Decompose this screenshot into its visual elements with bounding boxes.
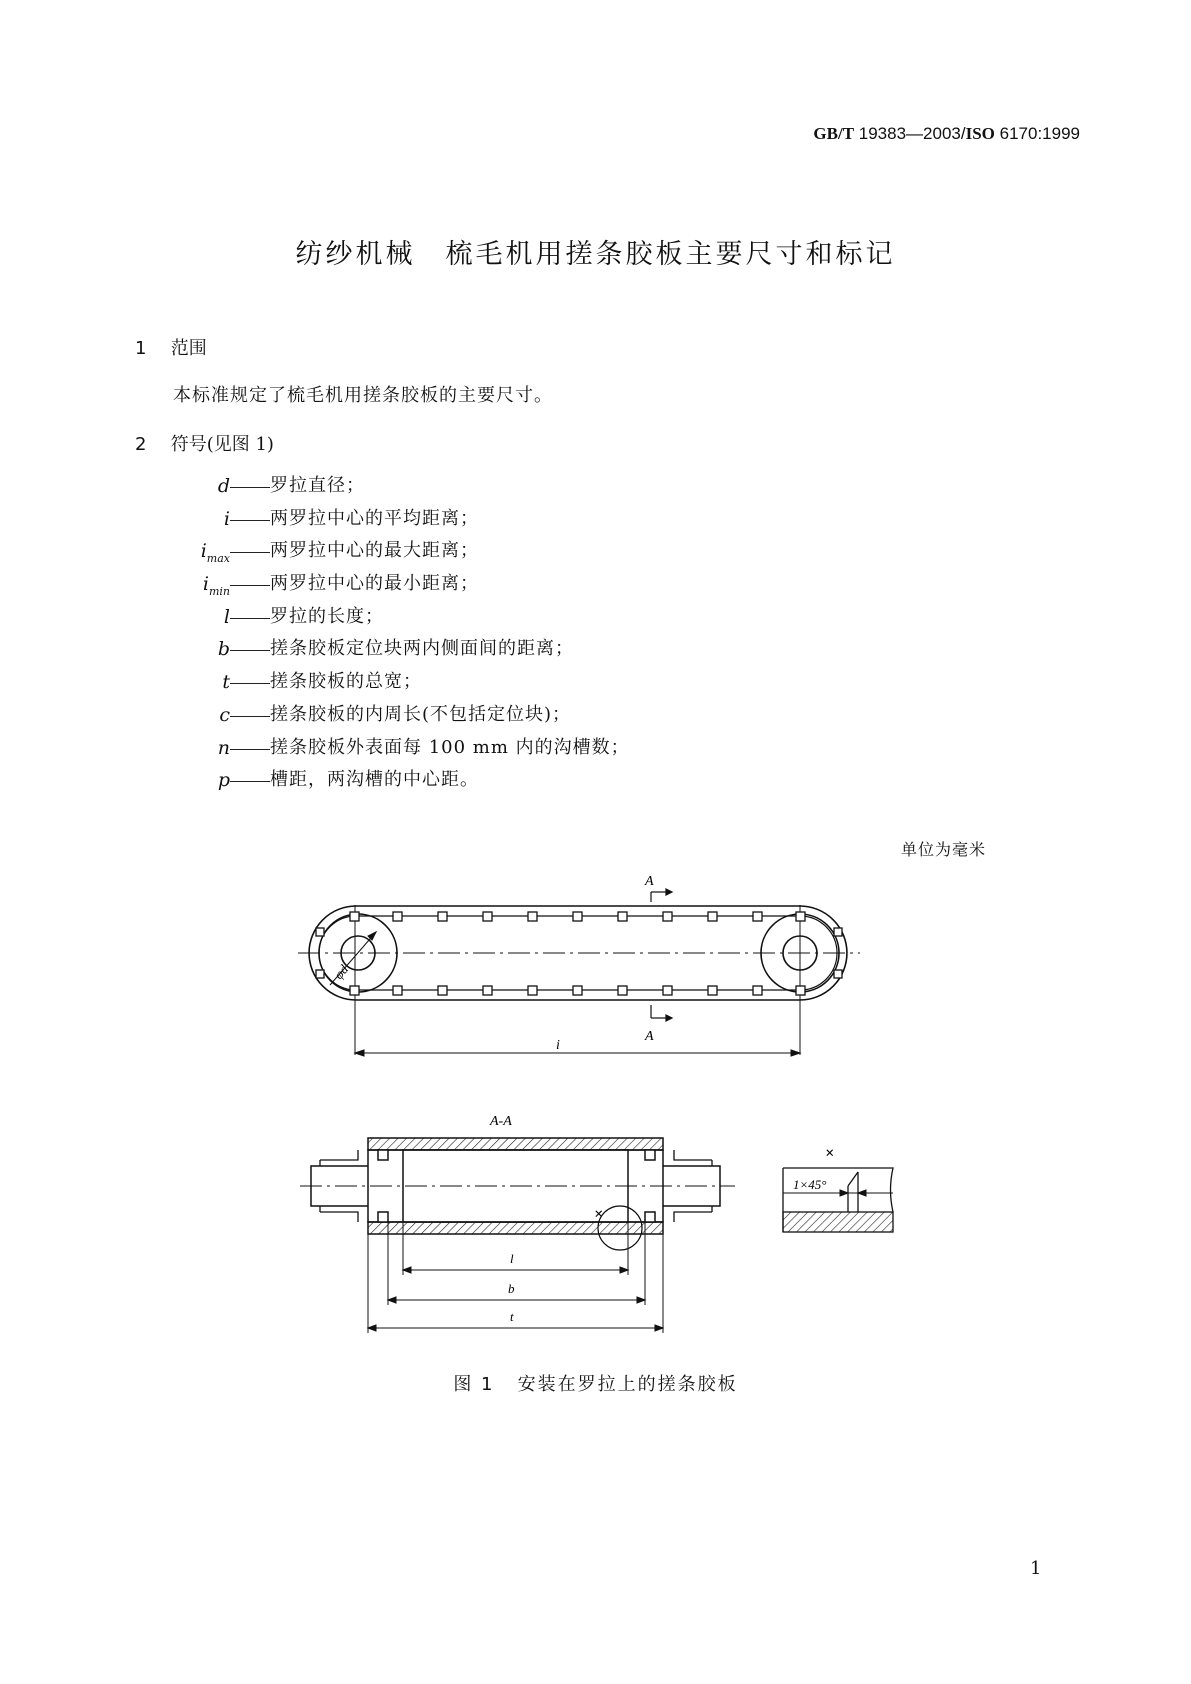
symbol-key: l xyxy=(223,605,230,628)
dimension-l-label: l xyxy=(510,1251,514,1266)
dimension-t-label: t xyxy=(510,1309,514,1324)
section-mark-bottom xyxy=(651,1005,672,1021)
belt-top-view xyxy=(298,905,860,1055)
phi-d-label: φd xyxy=(330,961,352,982)
symbol-description: 搓条胶板外表面每 100 mm 内的沟槽数； xyxy=(270,736,630,758)
detail-x-title: × xyxy=(825,1145,835,1162)
symbol-description: 两罗拉中心的最大距离； xyxy=(270,540,479,562)
symbol-description: 两罗拉中心的最小距离； xyxy=(270,573,479,595)
symbol-key: b xyxy=(217,638,230,661)
section-1-body: 本标准规定了梳毛机用搓条胶板的主要尺寸。 xyxy=(173,385,553,406)
page-number: 1 xyxy=(1030,1558,1042,1579)
symbol-description: 搓条胶板定位块两内侧面间的距离； xyxy=(270,638,574,660)
section-1-number: 1 xyxy=(135,338,147,359)
detail-mark-label: × xyxy=(594,1206,604,1223)
dimension-b-label: b xyxy=(508,1281,515,1296)
dimension-i-label: i xyxy=(556,1038,560,1053)
figure-caption-text: 安装在罗拉上的搓条胶板 xyxy=(517,1374,738,1395)
standard-code-prefix: GB/T xyxy=(813,124,855,143)
symbol-description: 两罗拉中心的平均距离； xyxy=(270,507,479,529)
figure-caption xyxy=(0,1370,1191,1396)
symbol-key: c xyxy=(219,703,230,726)
standard-code-iso-number: 6170:1999 xyxy=(999,124,1080,143)
symbol-description: 搓条胶板的总宽； xyxy=(270,671,422,693)
section-aa-view xyxy=(300,1138,735,1250)
section-aa-label: A-A xyxy=(490,1114,512,1129)
symbol-description: 搓条胶板的内周长(不包括定位块)； xyxy=(270,703,572,725)
section-2-ref: (见图 1) xyxy=(206,434,274,455)
symbol-description: 罗拉的长度； xyxy=(270,605,384,627)
section-2-number: 2 xyxy=(135,434,147,455)
section-mark-top xyxy=(651,889,672,902)
symbol-key: d xyxy=(217,475,230,497)
document-title: 纺纱机械 梳毛机用搓条胶板主要尺寸和标记 xyxy=(295,239,896,270)
dimension-b xyxy=(388,1297,645,1303)
unit-note: 单位为毫米 xyxy=(900,840,986,859)
figure-caption-label: 图 1 xyxy=(453,1374,495,1395)
section-2-title: 符号 xyxy=(170,434,207,455)
standard-code-iso: ISO xyxy=(965,124,995,143)
section-extension-lines xyxy=(368,1222,663,1333)
symbol-key: p xyxy=(217,769,230,792)
symbol-key: i xyxy=(223,507,230,530)
symbol-description: 罗拉直径； xyxy=(270,475,365,496)
section-1-title: 范围 xyxy=(170,338,207,359)
symbol-key: $i_{min}$ xyxy=(202,573,230,598)
symbol-key: n xyxy=(217,736,230,759)
dimension-t xyxy=(368,1325,663,1331)
symbol-description: 槽距，两沟槽的中心距。 xyxy=(270,769,479,791)
section-mark-top-label: A xyxy=(645,874,654,889)
dimension-i xyxy=(355,1050,800,1056)
standard-code-number: 19383—2003/ xyxy=(858,124,966,143)
symbol-key: t xyxy=(222,671,230,694)
section-mark-bottom-label: A xyxy=(645,1029,654,1044)
symbol-key: $i_{max}$ xyxy=(200,540,230,566)
dimension-l xyxy=(403,1267,628,1273)
chamfer-label: 1×45° xyxy=(793,1177,827,1192)
